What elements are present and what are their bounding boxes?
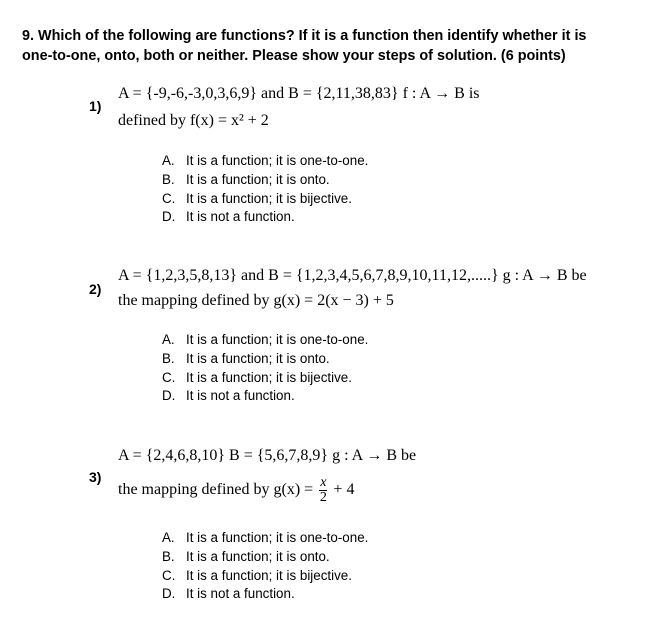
problem-2-number: 2): [89, 281, 102, 297]
question-line-2: one-to-one, onto, both or neither. Please show your steps of solution. (6 points): [22, 48, 566, 64]
option[interactable]: A. It is a function; it is one-to-one.: [162, 153, 369, 168]
problem-1-sets: A = {-9,-6,-3,0,3,6,9} and B = {2,11,38,83} f : A → B is: [118, 85, 480, 102]
option[interactable]: B. It is a function; it is onto.: [162, 171, 330, 187]
problem-3-number: 3): [89, 469, 102, 485]
option[interactable]: C. It is a function; it is bijective.: [162, 567, 352, 583]
option[interactable]: A. It is a function; it is one-to-one.: [162, 530, 369, 545]
option[interactable]: C. It is a function; it is bijective.: [162, 190, 352, 206]
option[interactable]: D. It is not a function.: [162, 209, 295, 225]
problem-1-number: 1): [89, 98, 102, 114]
problem-2-sets: A = {1,2,3,5,8,13} and B = {1,2,3,4,5,6,7,8,9,10,11,12,.....} g : A → B be: [118, 267, 587, 284]
problem-3-options: [162, 529, 368, 604]
option[interactable]: B. It is a function; it is onto.: [162, 548, 330, 564]
option[interactable]: C. It is a function; it is bijective.: [162, 369, 352, 385]
problem-1-options: [162, 152, 368, 227]
problem-3-definition: [118, 476, 354, 505]
option[interactable]: D. It is not a function.: [162, 586, 295, 602]
question-line-1: 9. Which of the following are functions? If it is a function then identify whether it is: [22, 28, 587, 44]
problem-2-definition: the mapping defined by g(x) = 2(x − 3) + 5: [118, 292, 394, 309]
problem-1-definition: defined by f(x) = x² + 2: [118, 112, 269, 129]
option[interactable]: D. It is not a function.: [162, 388, 295, 404]
definition-suffix: + 4: [333, 481, 355, 499]
fraction-numerator: x: [320, 475, 327, 490]
problem-3-sets: A = {2,4,6,8,10} B = {5,6,7,8,9} g : A → B be: [118, 447, 417, 464]
option[interactable]: A. It is a function; it is one-to-one.: [162, 332, 369, 347]
fraction: [319, 476, 327, 505]
definition-prefix: the mapping defined by g(x) =: [118, 481, 314, 499]
problem-2-options: [162, 331, 368, 406]
question-heading: [22, 26, 642, 66]
fraction-denominator: 2: [319, 490, 327, 505]
option[interactable]: B. It is a function; it is onto.: [162, 350, 330, 366]
